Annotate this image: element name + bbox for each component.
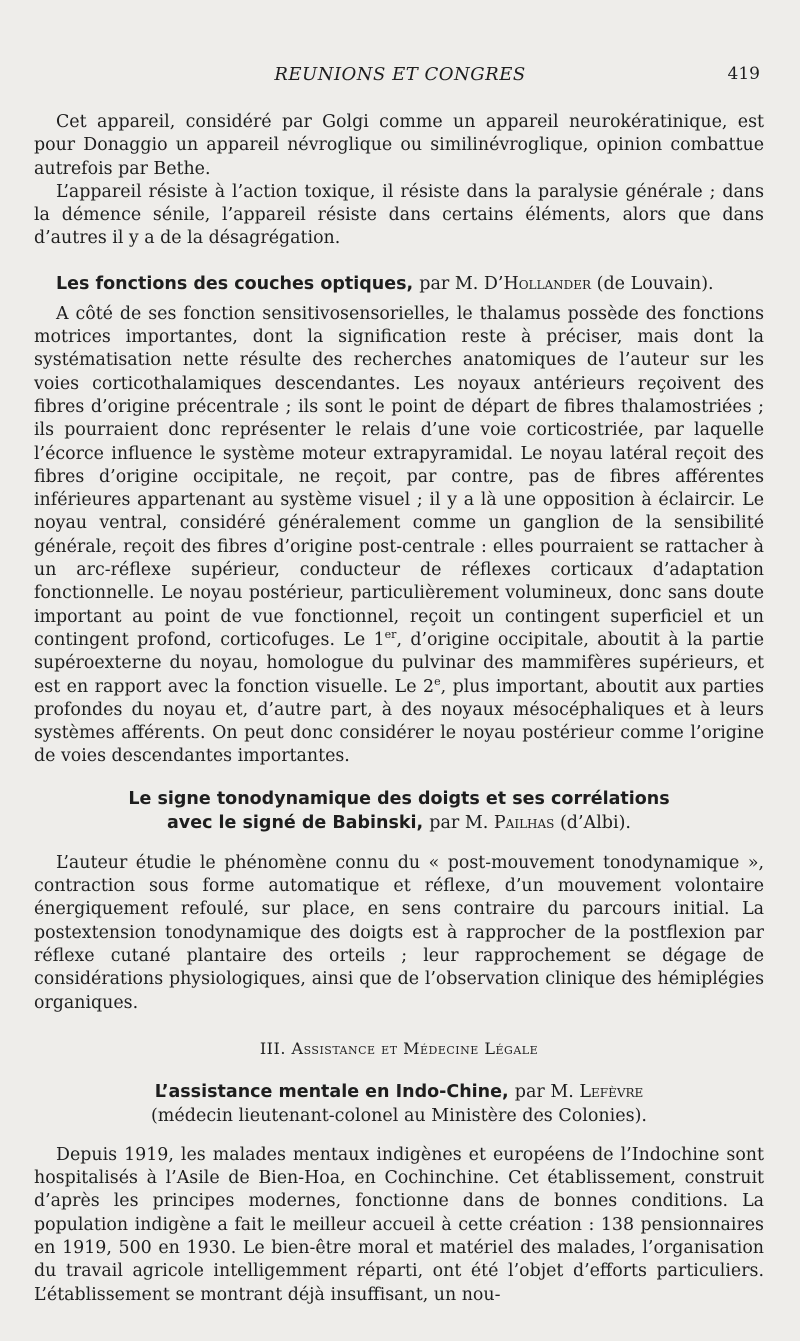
author-initial: D’H (483, 273, 519, 294)
running-title: REUNIONS ET CONGRES (274, 64, 526, 85)
article-heading-indochina (34, 1080, 764, 1128)
article-title: Les fonctions des couches optiques, (56, 273, 414, 294)
section-title-part: égale (495, 1038, 539, 1058)
paragraph-thalamus-part2: , d’origine occipitale, aboutit à la partie supéroexterne du noyau, homologue du pulvinar des mammifères supérieurs, et est en rapport avec la fonction visuelle. Le 2 (34, 629, 764, 697)
section-title-initial: A (291, 1038, 304, 1058)
paragraph-post-movement: L’auteur étudie le phénomène connu du « post-mouvement tonodynamique », contraction sous forme automatique et réflexe, d’un mouvement volontaire énergiquement refoulé, sur place, en sens contraire du parcours initial. La postextension tonodynamique des doigts est à rapprocher de la postflexion par réflexe cutané plantaire des orteils ; leur rapprochement se dégage de considérations physiologiques, ainsi que de l’observation clinique des hémiplégies organiques. (34, 852, 764, 1013)
byline-prefix: par M. (514, 1081, 580, 1102)
article-heading-tonodynamic-sign (34, 787, 764, 835)
article-title: L’assistance mentale en Indo-Chine, (154, 1081, 509, 1102)
author-initial: L (579, 1081, 591, 1102)
byline-prefix: par M. (429, 812, 494, 833)
paragraph-thalamus-part1: A côté de ses fonction sensitivosensorielles, le thalamus possède des fonctions motrices importantes, dont la signification reste à préciser, mais dont la systématisation nette résulte des recherches anatomiques de l’auteur sur les voies corticothalamiques descendantes. Les noyaux antérieurs reçoivent des fibres d’origine précentrale ; ils sont le point de départ de fibres thalamostriées ; ils pourraient donc représenter le relais d’une voie corticostriée, par laquelle l’écorce influence le système moteur extrapyramidal. Le noyau latéral reçoit des fibres d’origine occipitale, ne reçoit, par contre, pas de fibres afférentes inférieures appartenant au système visuel ; il y a là une opposition à éclaircir. Le noyau ventral, considéré généralement comme un ganglion de la sensibilité générale, reçoit des fibres d’origine post-centrale : elles pourraient se rattacher à un arc-réflexe supérieur, conducteur de réflexes corticaux d’adaptation fonctionnelle. Le noyau postérieur, particulièrement volumineux, donc sans doute important au point de vue fonctionnel, reçoit un contingent superficiel et un contingent profond, corticofuges. Le 1 (34, 303, 764, 650)
author-name: ollander (518, 273, 592, 294)
article-title-line2 (34, 811, 764, 835)
section-title-initial: L (484, 1038, 496, 1058)
paragraph-thalamus (34, 303, 764, 769)
section-title-part: ssistance et (303, 1038, 404, 1058)
paragraph-bien-hoa-asylum: Depuis 1919, les malades mentaux indigènes et européens de l’Indochine sont hospitalisés à l’Asile de Bien-Hoa, en Cochinchine. Cet établissement, construit d’après les principes modernes, fonctionne dans de bonnes conditions. La population indigène a fait le meilleur accueil à cette création : 138 pensionnaires en 1919, 500 en 1930. Le bien-être moral et matériel des malades, l’organisation du travail agricole intelligemment réparti, ont été l’objet d’efforts particuliers. L’établissement se montrant déjà insuffisant, un nou- (34, 1144, 764, 1305)
article-title-line1 (34, 1080, 764, 1104)
section-heading-assistance (34, 1039, 764, 1058)
running-header (0, 64, 800, 90)
article-title-line1: Le signe tonodynamique des doigts et ses corrélations (128, 788, 670, 809)
superscript-second: e (434, 674, 441, 688)
section-title-part: édecine (420, 1038, 485, 1058)
paragraph-apparatus-resistance: L’appareil résiste à l’action toxique, il résiste dans la paralysie générale ; dans la démence sénile, l’appareil résiste dans certains éléments, alors que dans d’autres il y a de la désagrégation. (34, 181, 764, 249)
author-initial: P (493, 812, 506, 833)
section-title-initial: M (403, 1038, 421, 1058)
article-title-part2: avec le signé de Babinski, (166, 812, 424, 833)
paragraph-thalamus-part3: , plus important, aboutit aux parties profondes du noyau et, d’autre part, à des noyaux mésocéphaliques et à leurs systèmes afférents. On peut donc considérer le noyau postérieur comme l’origine de voies descendantes importantes. (34, 676, 764, 767)
page-number: 419 (727, 64, 760, 84)
paragraph-golgi-apparatus: Cet appareil, considéré par Golgi comme un appareil neurokératinique, est pour Donaggio un appareil névroglique ou similinévroglique, opinion combattue autrefois par Bethe. (34, 112, 764, 179)
article-heading-optic-layers (34, 272, 764, 296)
section-number: III. (259, 1038, 292, 1058)
author-place: (de Louvain). (591, 273, 714, 294)
text-body (34, 111, 764, 1307)
author-name: efèvre (591, 1081, 644, 1102)
superscript-first: er (384, 628, 397, 642)
author-name: ailhas (505, 812, 555, 833)
author-affiliation: (médecin lieutenant-colonel au Ministère des Colonies). (150, 1105, 647, 1126)
byline-prefix: par M. (419, 273, 484, 294)
author-place: (d’Albi). (554, 812, 631, 833)
